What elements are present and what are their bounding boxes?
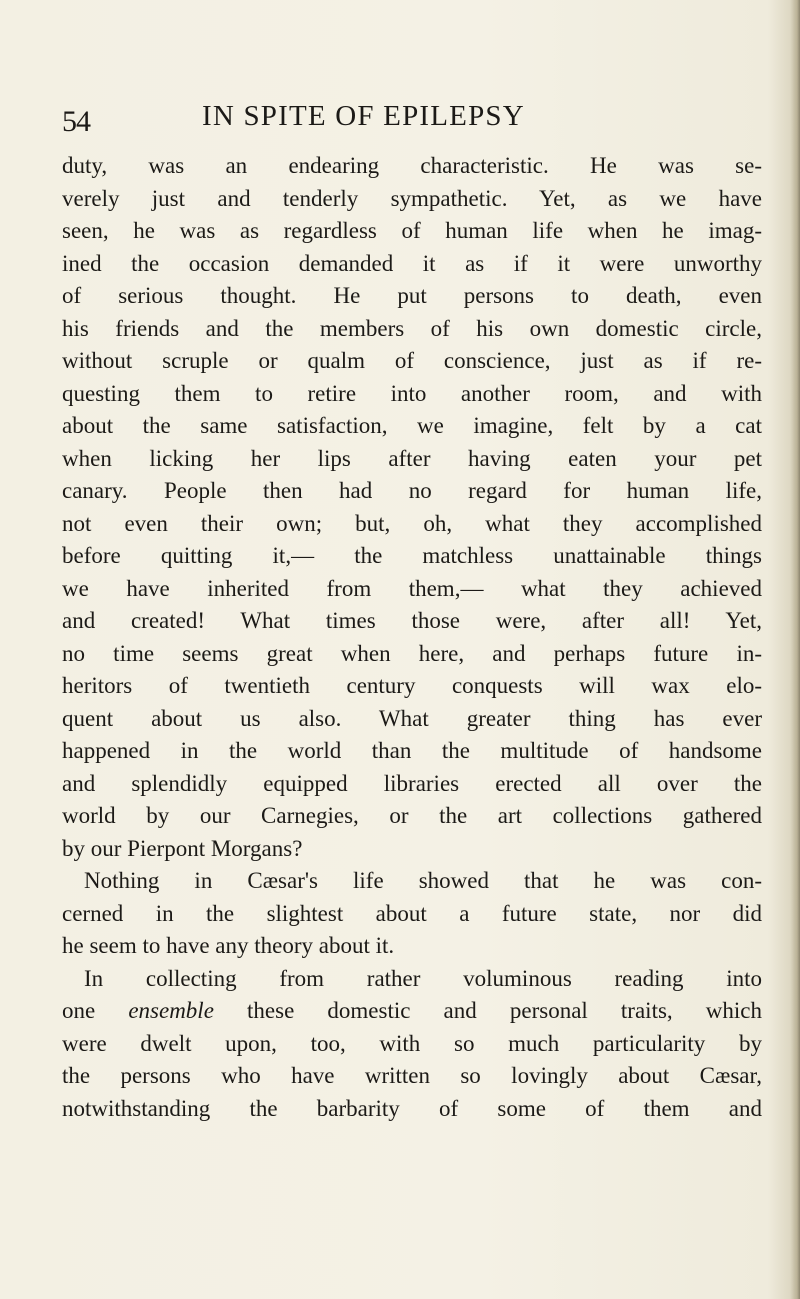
text-line: quent about us also. What greater thing has ever (62, 705, 762, 731)
text-line: world by our Carnegies, or the art collections gathered (62, 803, 762, 828)
text-line: questing them to retire into another room, and with (62, 380, 762, 406)
paragraph-start-line: In collecting from rather voluminous reading into (84, 965, 762, 991)
text-line: without scruple or qualm of conscience, just as if re- (62, 348, 762, 373)
text-line: the persons who have written so lovingly about Cæsar, (62, 1063, 762, 1088)
text-line: and splendidly equipped libraries erected all over the (62, 770, 762, 796)
text-line: canary. People then had no regard for human life, (62, 478, 762, 503)
text-line: when licking her lips after having eaten your pet (62, 445, 762, 471)
text-line: notwithstanding the barbarity of some of them and (62, 1095, 762, 1121)
running-head: IN SPITE OF EPILEPSY (202, 100, 525, 132)
text-line: cerned in the slightest about a future state, nor did (62, 900, 762, 926)
page-header (62, 98, 762, 138)
text-line: his friends and the members of his own domestic circle, (62, 315, 762, 341)
text-line: about the same satisfaction, we imagine, felt by a cat (62, 413, 762, 438)
text-line: heritors of twentieth century conquests will wax elo- (62, 673, 762, 698)
text-line-with-italic (62, 995, 762, 1028)
text-line: we have inherited from them,— what they achieved (62, 575, 762, 601)
text-line: were dwelt upon, too, with so much particularity by (62, 1030, 762, 1056)
text-line: duty, was an endearing characteristic. He was se- (62, 153, 762, 178)
text-line: happened in the world than the multitude of handsome (62, 738, 762, 763)
text-line: verely just and tenderly sympathetic. Yet, as we have (62, 185, 762, 211)
paragraph-end-line: he seem to have any theory about it. (62, 933, 395, 958)
text-line: ined the occasion demanded it as if it were unworthy (62, 250, 762, 276)
page-number: 54 (62, 105, 90, 138)
italic-word: ensemble (128, 998, 214, 1023)
page-edge-shadow (790, 0, 800, 1299)
text-line: seen, he was as regardless of human life when he imag- (62, 218, 762, 243)
text-line: of serious thought. He put persons to death, even (62, 283, 762, 308)
text-line: not even their own; but, oh, what they accomplished (62, 510, 762, 536)
body-text (62, 150, 762, 1125)
paragraph-start-line: Nothing in Cæsar's life showed that he was con- (84, 868, 762, 893)
text-line: and created! What times those were, after all! Yet, (62, 608, 762, 633)
text-segment: these domestic and personal traits, which (213, 998, 762, 1023)
text-line: before quitting it,— the matchless unattainable things (62, 543, 762, 568)
paragraph-end-line: by our Pierpont Morgans? (62, 835, 303, 861)
text-segment: one (62, 998, 129, 1023)
text-line: no time seems great when here, and perhaps future in- (62, 640, 762, 666)
